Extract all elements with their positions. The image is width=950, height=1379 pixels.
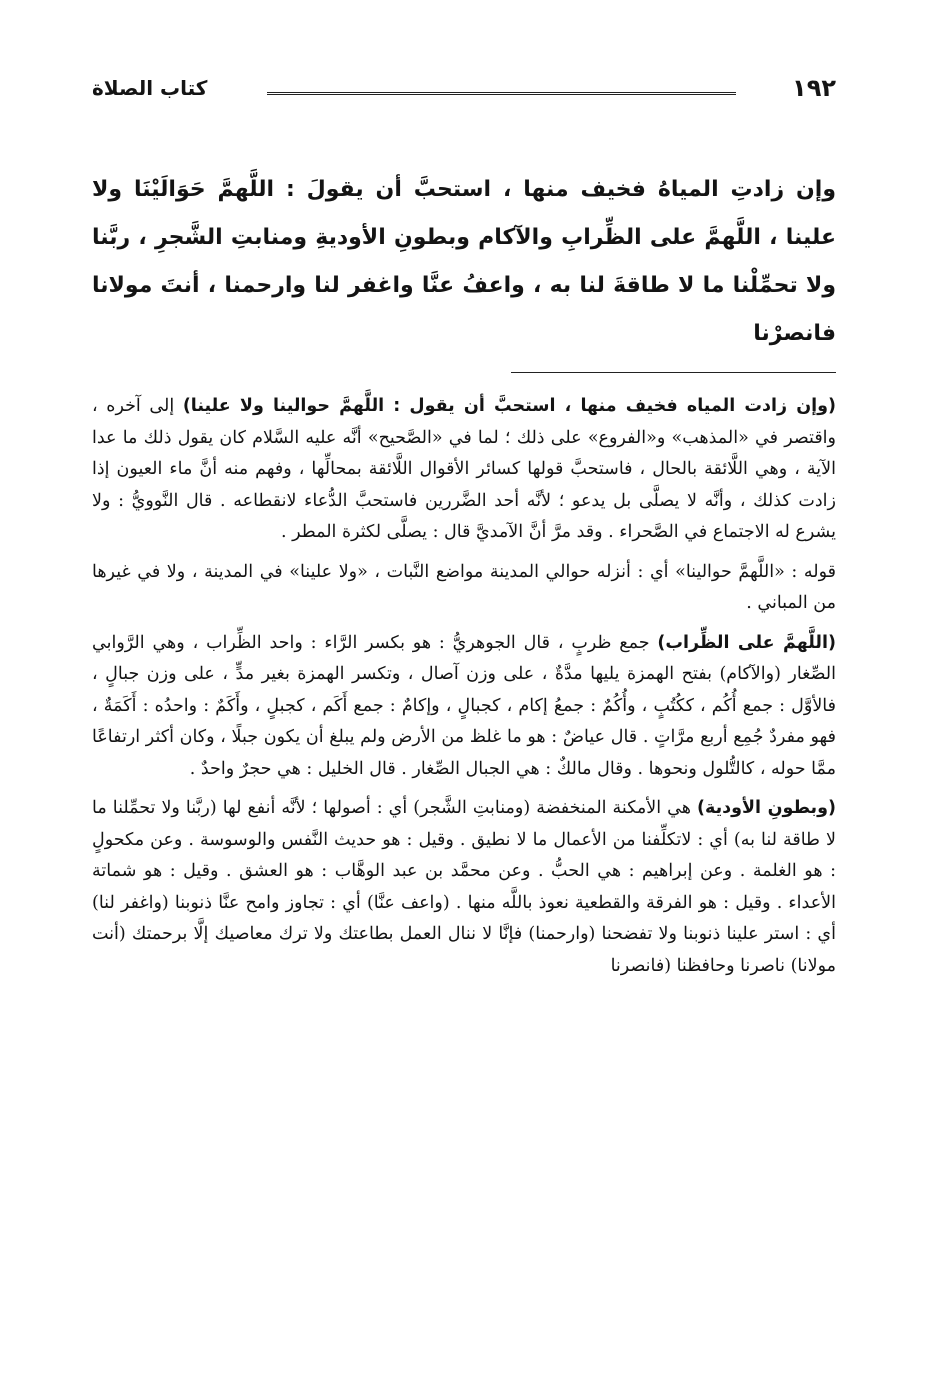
running-header xyxy=(92,72,836,114)
commentary-body: إلى آخره ، واقتصر في «المذهب» و«الفروع» على ذلك ؛ لما في «الصَّحيح» أنَّه عليه السَّلام كان يقول ذلك ما عدا الآية ، وهي اللَّائقة بالحال ، فاستحبَّ قولها كسائر الأقوال اللَّائقة بمحالِّها ، وفهم منه أنَّ ماء العيون إذا زادت كذلك ، وأنَّه لا يصلَّى بل يدعو ؛ لأنَّه أحد الضَّررين فاستحبَّ الدُّعاء لانقطاعه . قال النَّوويُّ : ولا يشرع له الاجتماع في الصَّحراء . وقد مرَّ أنَّ الآمديَّ قال : يصلَّى لكثرة المطر . xyxy=(92,396,836,542)
commentary-paragraph xyxy=(92,628,836,786)
matn-text: وإن زادتِ المياهُ فخيف منها ، استحبَّ أن يقولَ : اللَّهمَّ حَوَالَيْنَا ولا علينا ، اللَّهمَّ على الظِّرابِ والآكام وبطونِ الأوديةِ ومنابتِ الشَّجرِ ، ربَّنا ولا تحمِّلْنا ما لا طاقةَ لنا به ، واعفُ عنَّا واغفر لنا وارحمنا ، أنتَ مولانا فانصرْنا xyxy=(92,177,836,346)
page-number: ١٩٢ xyxy=(792,74,836,102)
commentary xyxy=(92,391,836,982)
commentary-lead: (اللَّهمَّ على الظِّراب) xyxy=(657,632,837,653)
commentary-body: هي الأمكنة المنخفضة (ومنابتِ الشَّجر) أي : أصولها ؛ لأنَّه أنفع لها (ربَّنا ولا تحمِّلنا ما لا طاقة لنا به) أي : لاتكلِّفنا من الأعمال ما لا نطيق . وقيل : هو حديث النَّفس والوسوسة . وعن مكحولٍ : هو الغلمة . وعن إبراهيم : هي الحبُّ . وعن محمَّد بن عبد الوهَّاب : هو العشق . وقيل : هو شماتة الأعداء . وقيل : هو الفرقة والقطعية نعوذ باللَّه منها . (واعف عنَّا) أي : تجاوز وامح عنَّا ذنوبنا (واغفر لنا) أي : استر علينا ذنوبنا ولا تفضحنا (وارحمنا) فإنَّا لا ننال العمل بطاعتك ولا ترك معاصيك إلَّا برحمتك (أنت مولانا) ناصرنا وحافظنا (فانصرنا xyxy=(92,798,836,976)
commentary-paragraph xyxy=(92,793,836,982)
commentary-lead: (وإن زادت المياه فخيف منها ، استحبَّ أن يقول : اللَّهمَّ حوالينا ولا علينا) xyxy=(182,396,837,416)
commentary-lead: (وبطونِ الأودية) xyxy=(696,798,836,818)
commentary-paragraph xyxy=(92,557,836,620)
matn-separator xyxy=(511,372,836,373)
header-rule xyxy=(267,92,736,95)
commentary-body: قوله : «اللَّهمَّ حوالينا» أي : أنزله حوالي المدينة مواضع النَّبات ، «ولا علينا» في المدينة ، ولا في غيرها من المباني . xyxy=(92,561,836,613)
book-title: كتاب الصلاة xyxy=(92,76,208,100)
commentary-paragraph xyxy=(92,391,836,549)
page xyxy=(92,72,836,990)
commentary-body: جمع ظربٍ ، قال الجوهريُّ : هو بكسر الرَّاء : واحد الظِّراب ، وهي الرَّوابي الصِّغار (والآكام) بفتح الهمزة يليها مدَّةٌ ، على وزن آصال ، وتكسر الهمزة بغير مدٍّ ، على وزن جبالٍ ، فالأوَّل : جمع أُكُم ، ككُتُبٍ ، وأُكُمٌ : جمعُ إكام ، كجبالٍ ، وإكامٌ : جمع أَكَم ، كجبلٍ ، وأَكَمٌ : واحدُه : أَكَمَةٌ ، فهو مفردٌ جُمِع أربع مرَّاتٍ . قال عياضٌ : هو ما غلظ من الأرض ولم يبلغ أن يكون جبلًا ، وكان أكثر ارتفاعًا ممَّا حوله ، كالتُّلول ونحوها . وقال مالكٌ : هي الجبال الصِّغار . قال الخليل : هي حجرٌ واحدٌ . xyxy=(92,632,836,779)
